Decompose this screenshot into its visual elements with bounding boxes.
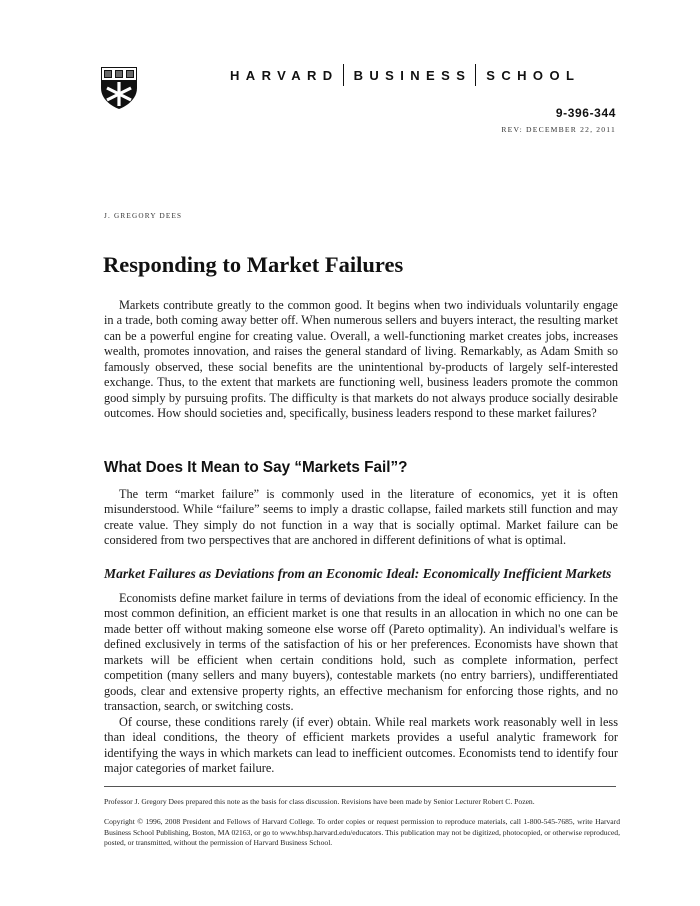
wordmark-divider	[343, 64, 344, 86]
author-name: J. GREGORY DEES	[104, 212, 183, 220]
body-paragraph: The term “market failure” is commonly used in the literature of economics, yet it is often misunderstood. While “failure” seems to imply a drastic collapse, failed markets still function and may create value. They simply do not function in a way that is socially optimal. Market failure can be considered from two perspectives that are anchored in different definitions of what is optimal.	[104, 487, 618, 548]
body-paragraph: Of course, these conditions rarely (if ever) obtain. While real markets work reasonably well in less than ideal conditions, the theory of efficient markets provides a useful analytic framework for identifying the ways in which markets can lead to inefficient outcomes. Economists tend to identify four major categories of market failure.	[104, 715, 618, 776]
school-wordmark	[230, 64, 620, 86]
copyright-notice: Copyright © 1996, 2008 President and Fellows of Harvard College. To order copies or request permission to reproduce materials, call 1-800-545-7685, write Harvard Business School Publishing, Boston, MA 02163, or go to www.hbsp.harvard.edu/educators. This publication may not be digitized, photocopied, or otherwise reproduced, posted, or transmitted, without the permission of Harvard Business School.	[104, 817, 620, 848]
section-heading: What Does It Mean to Say “Markets Fail”?	[104, 459, 408, 476]
subsection-heading: Market Failures as Deviations from an Economic Ideal: Economically Inefficient Markets	[104, 566, 612, 581]
wordmark-harvard: HARVARD	[230, 67, 339, 83]
hbs-shield-icon	[100, 66, 138, 110]
wordmark-school: SCHOOL	[486, 67, 581, 83]
revision-date: REV: DECEMBER 22, 2011	[501, 125, 616, 134]
wordmark-divider	[475, 64, 476, 86]
footer-divider	[104, 786, 616, 787]
wordmark-business: BUSINESS	[353, 67, 472, 83]
body-paragraph: Economists define market failure in terms of deviations from the ideal of economic efficiency. In the most common definition, an efficient market is one that results in an allocation in which no one can be made better off without making someone else worse off (Pareto optimality). An individual's welfare is defined exclusively in terms of the satisfaction of his or her preferences. Economists have shown that markets will be efficient when certain conditions hold, such as complete information, perfect competition (many sellers and many buyers), contestable markets (no entry barriers), undifferentiated goods, clear and extensive property rights, an effective mechanism for enforcing those rights, and no transaction, search, or switching costs.	[104, 591, 618, 714]
intro-paragraph: Markets contribute greatly to the common good. It begins when two individuals voluntarily engage in a trade, both coming away better off. When numerous sellers and buyers interact, the resulting market can be a powerful engine for creating value. Overall, a well-functioning market creates jobs, increases wealth, promotes innovation, and raises the general standard of living. Remarkably, as Adam Smith so famously observed, these social benefits are the unintentional by-products of largely self-interested exchange. Thus, to the extent that markets are functioning well, business leaders promote the common good simply by pursuing profits. The difficulty is that markets do not always produce socially desirable outcomes. How should societies and, specifically, business leaders respond to these market failures?	[104, 298, 618, 421]
document-number: 9-396-344	[555, 106, 616, 120]
author-footnote: Professor J. Gregory Dees prepared this note as the basis for class discussion. Revisions have been made by Senior Lecturer Robert C. Pozen.	[104, 797, 535, 806]
page-title: Responding to Market Failures	[103, 252, 404, 277]
